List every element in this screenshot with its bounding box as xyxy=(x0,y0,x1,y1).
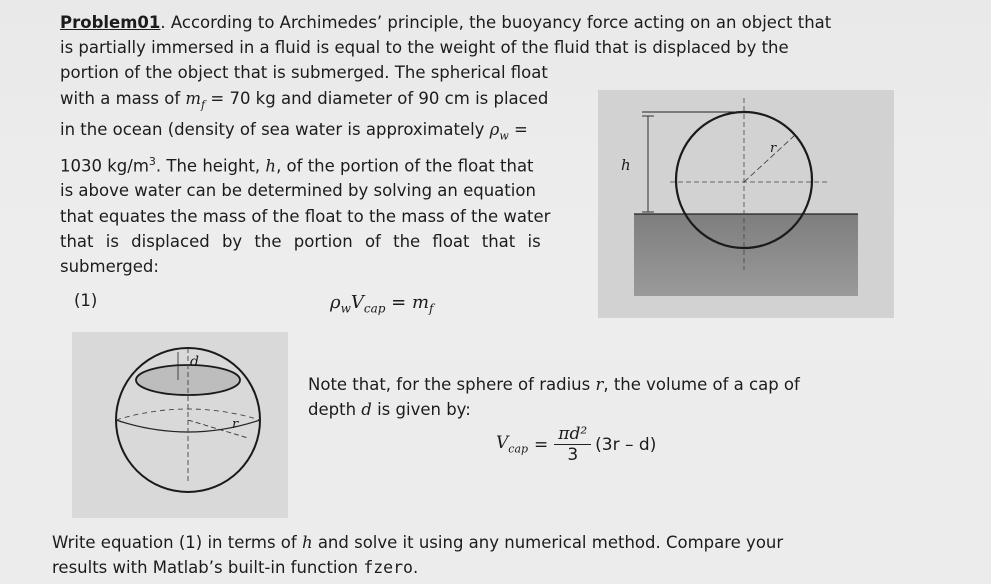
problem-line-8: that equates the mass of the float to the mass of the water xyxy=(60,206,551,226)
note-line-1: Note that, for the sphere of radius r, the volume of a cap of xyxy=(308,375,800,394)
problem-line-3: portion of the object that is submerged. The spherical float xyxy=(60,63,548,83)
problem-line-9: that is displaced by the portion of the float that is xyxy=(60,231,541,251)
r-label: r xyxy=(770,141,777,156)
h-label: h xyxy=(621,156,631,174)
problem-line-1: Problem01. According to Archimedes’ principle, the buoyancy force acting on an object that xyxy=(60,13,832,32)
problem-title: Problem01 xyxy=(60,13,161,32)
note-line-2: depth d is given by: xyxy=(308,400,471,420)
equation-cap-volume: $V_{cap}$ = $\frac{\text{πd²}}{3}$ (3r – d) xyxy=(496,424,657,465)
float-figure xyxy=(598,90,894,318)
water-region xyxy=(634,214,858,296)
task-line-1: Write equation (1) in terms of h and solve it using any numerical method. Compare your xyxy=(52,533,784,552)
problem-line-2: is partially immersed in a fluid is equal to the weight of the fluid that is displaced by the xyxy=(60,38,789,58)
fzero-code: fzero xyxy=(363,558,413,578)
cap-r-label: r xyxy=(232,417,239,432)
equation-1-label: (1) xyxy=(74,291,98,310)
problem-line-6: 1030 $kg/m^3$. The height, h, of the portion of the float that xyxy=(60,154,534,176)
equation-1: $\rho_wV_{cap} = m_f$ xyxy=(330,292,434,316)
problem-line-10: submerged: xyxy=(60,256,159,276)
radius-line xyxy=(744,136,794,182)
cap-diagram xyxy=(72,332,288,518)
cap-figure xyxy=(72,332,288,518)
problem-line-5: in the ocean (density of sea water is approximately $\rho_w$ = xyxy=(60,120,528,143)
task-text xyxy=(52,530,783,580)
float-diagram xyxy=(598,90,894,318)
note-text xyxy=(308,372,800,422)
problem-line-7: is above water can be determined by solving an equation xyxy=(60,181,536,201)
cap-volume-fraction: $\frac{\text{πd²}}{3}$ xyxy=(554,424,591,465)
problem-line-4: with a mass of $m_f = 70$ kg and diameter of 90 cm is placed xyxy=(60,88,549,111)
d-label: d xyxy=(190,354,199,370)
task-line-2: results with Matlab’s built-in function fzero. xyxy=(52,558,419,578)
cap-radius-line xyxy=(188,420,248,438)
